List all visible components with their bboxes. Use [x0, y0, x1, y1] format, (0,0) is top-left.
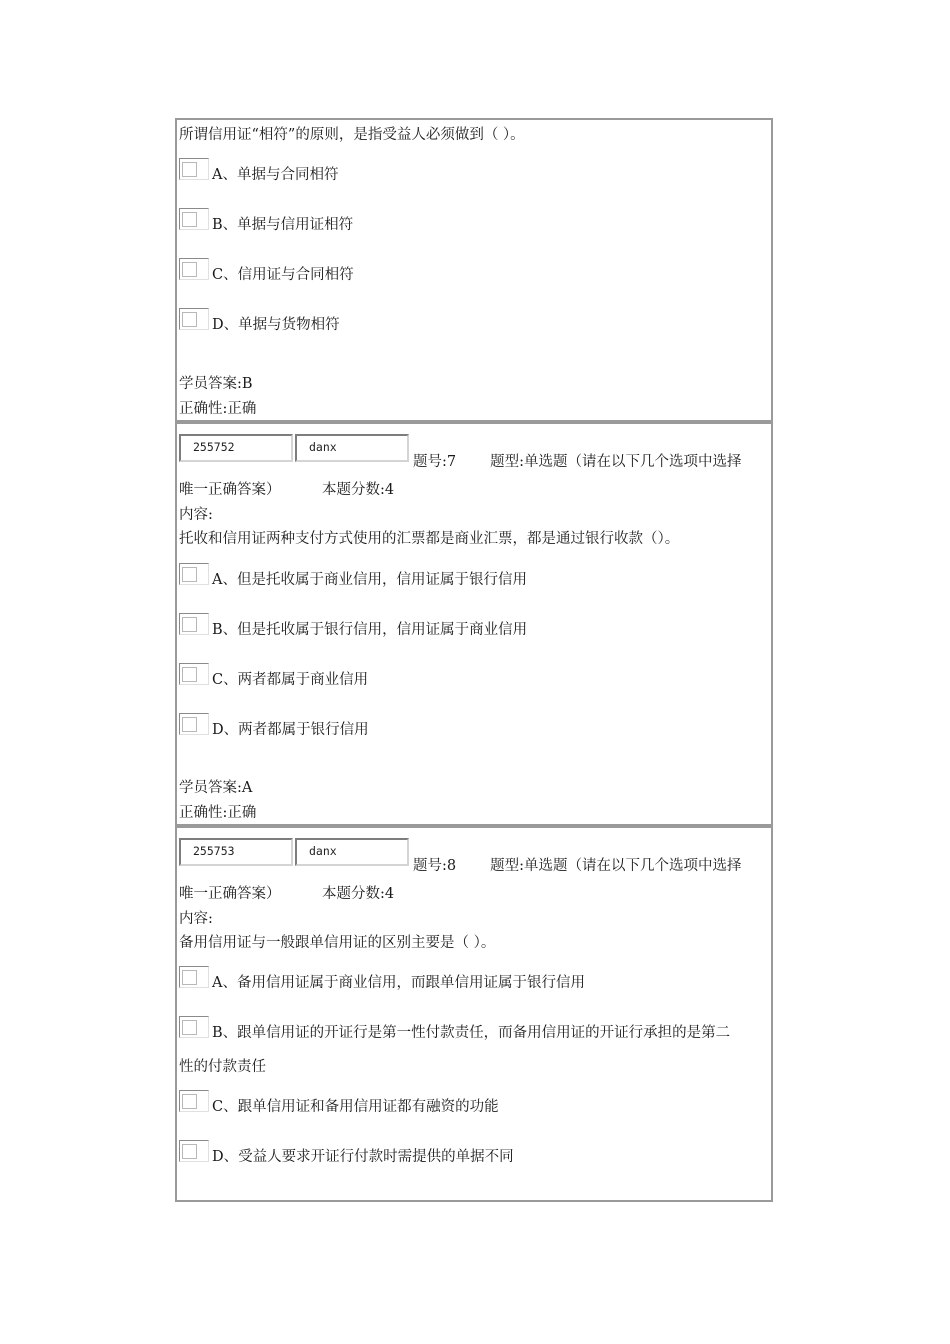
- option-checkbox[interactable]: [179, 158, 209, 180]
- option-label: C、跟单信用证和备用信用证都有融资的功能: [212, 1099, 499, 1115]
- option-checkbox[interactable]: [179, 308, 209, 330]
- option-label: C、信用证与合同相符: [212, 267, 354, 283]
- question-type-field[interactable]: danx: [295, 838, 409, 866]
- correctness: 正确性:正确: [179, 401, 257, 417]
- option-b[interactable]: [179, 1016, 771, 1046]
- option-a[interactable]: [179, 966, 771, 996]
- option-label: A、单据与合同相符: [212, 167, 339, 183]
- question-id-field[interactable]: 255752: [179, 434, 293, 462]
- option-a[interactable]: [179, 563, 771, 593]
- question-text: 托收和信用证两种支付方式使用的汇票都是商业汇票，都是通过银行收款（）。: [179, 531, 680, 547]
- content-label: 内容:: [179, 507, 213, 523]
- question-panel-6: [175, 118, 773, 422]
- option-label: D、单据与货物相符: [212, 317, 340, 333]
- option-checkbox[interactable]: [179, 1140, 209, 1162]
- question-score: 本题分数:4: [322, 482, 395, 498]
- option-label: D、两者都属于银行信用: [212, 722, 369, 738]
- option-checkbox[interactable]: [179, 258, 209, 280]
- option-c[interactable]: [179, 1090, 771, 1120]
- option-c[interactable]: [179, 258, 771, 288]
- option-d[interactable]: [179, 713, 771, 743]
- option-checkbox[interactable]: [179, 563, 209, 585]
- option-d[interactable]: [179, 308, 771, 338]
- option-checkbox[interactable]: [179, 208, 209, 230]
- question-type-label-cont: 唯一正确答案）: [179, 886, 281, 902]
- option-label: B、跟单信用证的开证行是第一性付款责任，而备用信用证的开证行承担的是第二: [212, 1025, 731, 1041]
- question-type-label-cont: 唯一正确答案）: [179, 482, 281, 498]
- option-checkbox[interactable]: [179, 713, 209, 735]
- option-checkbox[interactable]: [179, 613, 209, 635]
- option-checkbox[interactable]: [179, 663, 209, 685]
- option-b[interactable]: [179, 613, 771, 643]
- question-id-field[interactable]: 255753: [179, 838, 293, 866]
- question-number: 题号:8: [413, 858, 457, 874]
- option-label: B、单据与信用证相符: [212, 217, 354, 233]
- question-text: 所谓信用证“相符”的原则，是指受益人必须做到（ ）。: [179, 127, 525, 143]
- option-label-cont: 性的付款责任: [179, 1059, 266, 1075]
- option-label: C、两者都属于商业信用: [212, 672, 369, 688]
- question-text: 备用信用证与一般跟单信用证的区别主要是（ ）。: [179, 935, 496, 951]
- content-label: 内容:: [179, 911, 213, 927]
- option-checkbox[interactable]: [179, 1016, 209, 1038]
- option-label: A、但是托收属于商业信用，信用证属于银行信用: [212, 572, 527, 588]
- option-checkbox[interactable]: [179, 966, 209, 988]
- option-checkbox[interactable]: [179, 1090, 209, 1112]
- question-score: 本题分数:4: [322, 886, 395, 902]
- question-type-label: 题型:单选题（请在以下几个选项中选择: [490, 858, 742, 874]
- question-type-field[interactable]: danx: [295, 434, 409, 462]
- correctness: 正确性:正确: [179, 805, 257, 821]
- option-label: D、受益人要求开证行付款时需提供的单据不同: [212, 1149, 514, 1165]
- question-panel-8: [175, 826, 773, 1202]
- option-a[interactable]: [179, 158, 771, 188]
- option-b[interactable]: [179, 208, 771, 238]
- question-header: [413, 854, 742, 875]
- option-c[interactable]: [179, 663, 771, 693]
- student-answer: 学员答案:B: [179, 376, 253, 392]
- student-answer: 学员答案:A: [179, 780, 253, 796]
- question-header: [413, 450, 742, 471]
- option-label: A、备用信用证属于商业信用，而跟单信用证属于银行信用: [212, 975, 585, 991]
- question-number: 题号:7: [413, 454, 457, 470]
- question-panel-7: [175, 422, 773, 826]
- question-type-label: 题型:单选题（请在以下几个选项中选择: [490, 454, 742, 470]
- option-d[interactable]: [179, 1140, 771, 1170]
- option-label: B、但是托收属于银行信用，信用证属于商业信用: [212, 622, 528, 638]
